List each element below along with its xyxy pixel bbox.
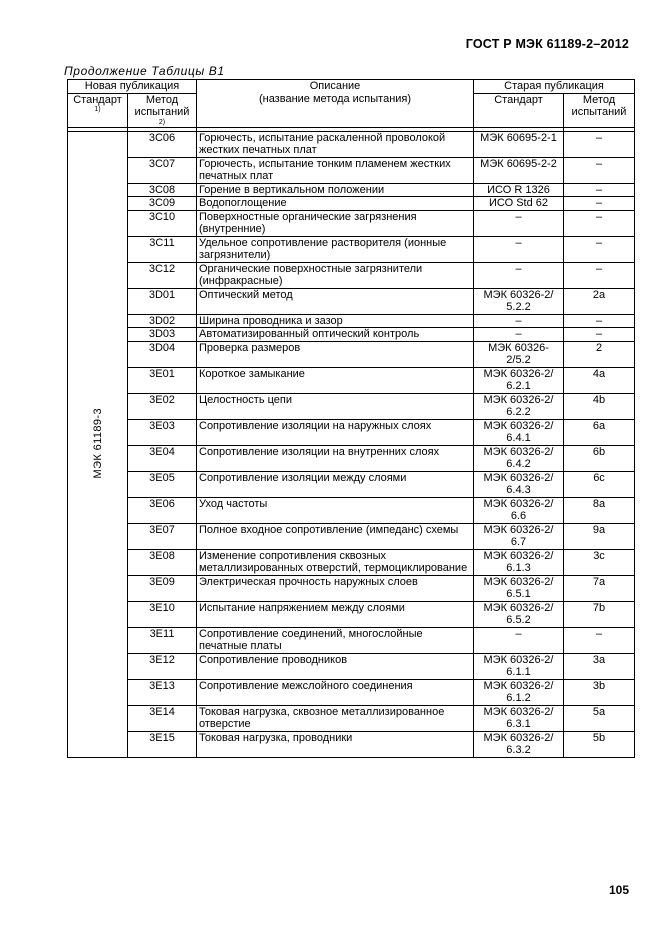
description-cell: Сопротивление изоляции на наружных слоях [197,419,474,445]
old-method-cell: – [564,262,635,288]
publication-table [67,79,635,758]
method-cell: 3D01 [128,288,197,314]
description-cell: Токовая нагрузка, проводники [197,731,474,757]
old-standard-cell: МЭК 60326-2/ 6.5.2 [474,601,564,627]
description-cell: Автоматизированный оптический контроль [197,328,474,342]
old-standard-cell: МЭК 60326-2/ 6.4.3 [474,471,564,497]
old-method-cell: – [564,627,635,653]
method-cell: 3C09 [128,197,197,211]
table-row [68,445,635,471]
description-cell: Уход частоты [197,497,474,523]
method-cell: 3E05 [128,471,197,497]
old-method-cell: – [564,236,635,262]
old-method-cell: 8a [564,497,635,523]
table-row [68,471,635,497]
table-row [68,367,635,393]
method-cell: 3C07 [128,157,197,183]
old-method-cell: – [564,157,635,183]
old-standard-cell: МЭК 60326-2/ 6.5.1 [474,575,564,601]
old-method-cell: 3a [564,653,635,679]
header-description-title: Описание [309,80,361,92]
old-standard-cell: МЭК 60326-2/ 5.2.2 [474,288,564,314]
description-cell: Изменение сопротивления сквозных металлизированных отверстий, термоциклирование [197,549,474,575]
old-method-cell: – [564,197,635,211]
old-standard-cell: МЭК 60326-2/ 6.7 [474,523,564,549]
old-method-cell: 6a [564,419,635,445]
header-standard-label: Стандарт [73,93,122,106]
table-caption: Продолжение Таблицы В1 [64,64,225,78]
old-standard-cell: – [474,627,564,653]
header-new-publication: Новая публикация [68,80,197,94]
old-standard-cell: ИСО R 1326 [474,183,564,197]
method-cell: 3E06 [128,497,197,523]
old-standard-cell: МЭК 60326-2/ 6.1.3 [474,549,564,575]
old-standard-cell: МЭК 60326-2/ 6.3.1 [474,705,564,731]
old-method-cell: 5b [564,731,635,757]
description-cell: Полное входное сопротивление (импеданс) схемы [197,523,474,549]
old-standard-cell: МЭК 60326-2/ 6.1.2 [474,679,564,705]
old-standard-cell: МЭК 60326-2/ 6.4.1 [474,419,564,445]
old-method-cell: 5a [564,705,635,731]
table-row [68,131,635,157]
old-method-cell: – [564,328,635,342]
table-row [68,497,635,523]
method-cell: 3E11 [128,627,197,653]
description-cell: Водопоглощение [197,197,474,211]
old-standard-cell: – [474,262,564,288]
table-row [68,523,635,549]
description-cell: Короткое замыкание [197,367,474,393]
old-standard-cell: МЭК 60326-2/ 6.2.2 [474,393,564,419]
old-method-cell: 7a [564,575,635,601]
table-row [68,288,635,314]
table-row [68,731,635,757]
old-method-cell: 3c [564,549,635,575]
table-row [68,210,635,236]
old-method-cell: 4b [564,393,635,419]
method-cell: 3E01 [128,367,197,393]
old-method-cell: 2a [564,288,635,314]
description-cell: Горючесть, испытание тонким пламенем жестких печатных плат [197,157,474,183]
footnote-mark-1: 1) [94,106,101,113]
old-standard-cell: МЭК 60326-2/ 6.1.1 [474,653,564,679]
old-method-cell: 6b [564,445,635,471]
description-cell: Электрическая прочность наружных слоев [197,575,474,601]
table-row [68,419,635,445]
table-row [68,575,635,601]
method-cell: 3E08 [128,549,197,575]
description-cell: Сопротивление проводников [197,653,474,679]
method-cell: 3E04 [128,445,197,471]
description-cell: Горючесть, испытание раскаленной проволокой жестких печатных плат [197,131,474,157]
method-cell: 3E14 [128,705,197,731]
old-standard-cell: – [474,210,564,236]
method-cell: 3E12 [128,653,197,679]
old-method-cell: – [564,183,635,197]
table-row [68,197,635,211]
description-cell: Целостность цепи [197,393,474,419]
description-cell: Органические поверхностные загрязнители (инфракрасные) [197,262,474,288]
method-cell: 3C06 [128,131,197,157]
header-description [197,80,474,128]
header-standard [68,93,128,127]
old-standard-cell: ИСО Std 62 [474,197,564,211]
description-cell: Удельное сопротивление растворителя (ионные загрязнители) [197,236,474,262]
table-row [68,679,635,705]
description-cell: Сопротивление соединений, многослойные печатные платы [197,627,474,653]
header-method-label: Метод испытаний [134,93,190,118]
table-row [68,341,635,367]
old-standard-cell: МЭК 60326-2/ 6.4.2 [474,445,564,471]
old-standard-cell: МЭК 60695-2-1 [474,131,564,157]
header-old-method: Метод испытаний [564,93,635,127]
method-cell: 3E13 [128,679,197,705]
method-cell: 3E02 [128,393,197,419]
old-standard-cell: МЭК 60695-2-2 [474,157,564,183]
description-cell: Токовая нагрузка, сквозное металлизированное отверстие [197,705,474,731]
description-cell: Испытание напряжением между слоями [197,601,474,627]
table-row [68,653,635,679]
method-cell: 3D04 [128,341,197,367]
method-cell: 3C08 [128,183,197,197]
old-method-cell: – [564,314,635,328]
old-standard-cell: – [474,328,564,342]
standard-label: МЭК 61189-3 [91,408,104,479]
old-method-cell: 7b [564,601,635,627]
description-cell: Сопротивление изоляции между слоями [197,471,474,497]
header-description-subtitle: (название метода испытания) [258,92,412,105]
table-row [68,627,635,653]
table-row [68,314,635,328]
old-method-cell: 4a [564,367,635,393]
old-method-cell: – [564,210,635,236]
table-row [68,393,635,419]
description-cell: Оптический метод [197,288,474,314]
old-standard-cell: – [474,236,564,262]
table-row [68,549,635,575]
old-standard-cell: МЭК 60326-2/ 6.3.2 [474,731,564,757]
table-row [68,157,635,183]
table-row [68,236,635,262]
method-cell: 3E10 [128,601,197,627]
description-cell: Сопротивление изоляции на внутренних слоях [197,445,474,471]
table-row [68,601,635,627]
header-method [128,93,197,127]
description-cell: Проверка размеров [197,341,474,367]
table-row [68,328,635,342]
table-row [68,183,635,197]
method-cell: 3E03 [128,419,197,445]
footnote-mark-2: 2) [158,118,166,126]
method-cell: 3E07 [128,523,197,549]
method-cell: 3C10 [128,210,197,236]
method-cell: 3E15 [128,731,197,757]
method-cell: 3E09 [128,575,197,601]
standard-cell [68,131,128,757]
old-method-cell: 3b [564,679,635,705]
document-header: ГОСТ Р МЭК 61189-2–2012 [465,37,629,51]
method-cell: 3C11 [128,236,197,262]
old-standard-cell: МЭК 60326-2/ 6.2.1 [474,367,564,393]
description-cell: Сопротивление межслойного соединения [197,679,474,705]
header-old-standard: Стандарт [474,93,564,127]
method-cell: 3C12 [128,262,197,288]
table-row [68,262,635,288]
old-method-cell: 9a [564,523,635,549]
description-cell: Горение в вертикальном положении [197,183,474,197]
method-cell: 3D02 [128,314,197,328]
table-row [68,705,635,731]
old-standard-cell: МЭК 60326-2/ 6.6 [474,497,564,523]
method-cell: 3D03 [128,328,197,342]
old-standard-cell: МЭК 60326- 2/5.2 [474,341,564,367]
old-method-cell: – [564,131,635,157]
page-number: 105 [608,883,629,897]
old-method-cell: 6c [564,471,635,497]
old-standard-cell: – [474,314,564,328]
header-old-publication: Старая публикация [474,80,635,94]
description-cell: Ширина проводника и зазор [197,314,474,328]
description-cell: Поверхностные органические загрязнения (внутренние) [197,210,474,236]
old-method-cell: 2 [564,341,635,367]
